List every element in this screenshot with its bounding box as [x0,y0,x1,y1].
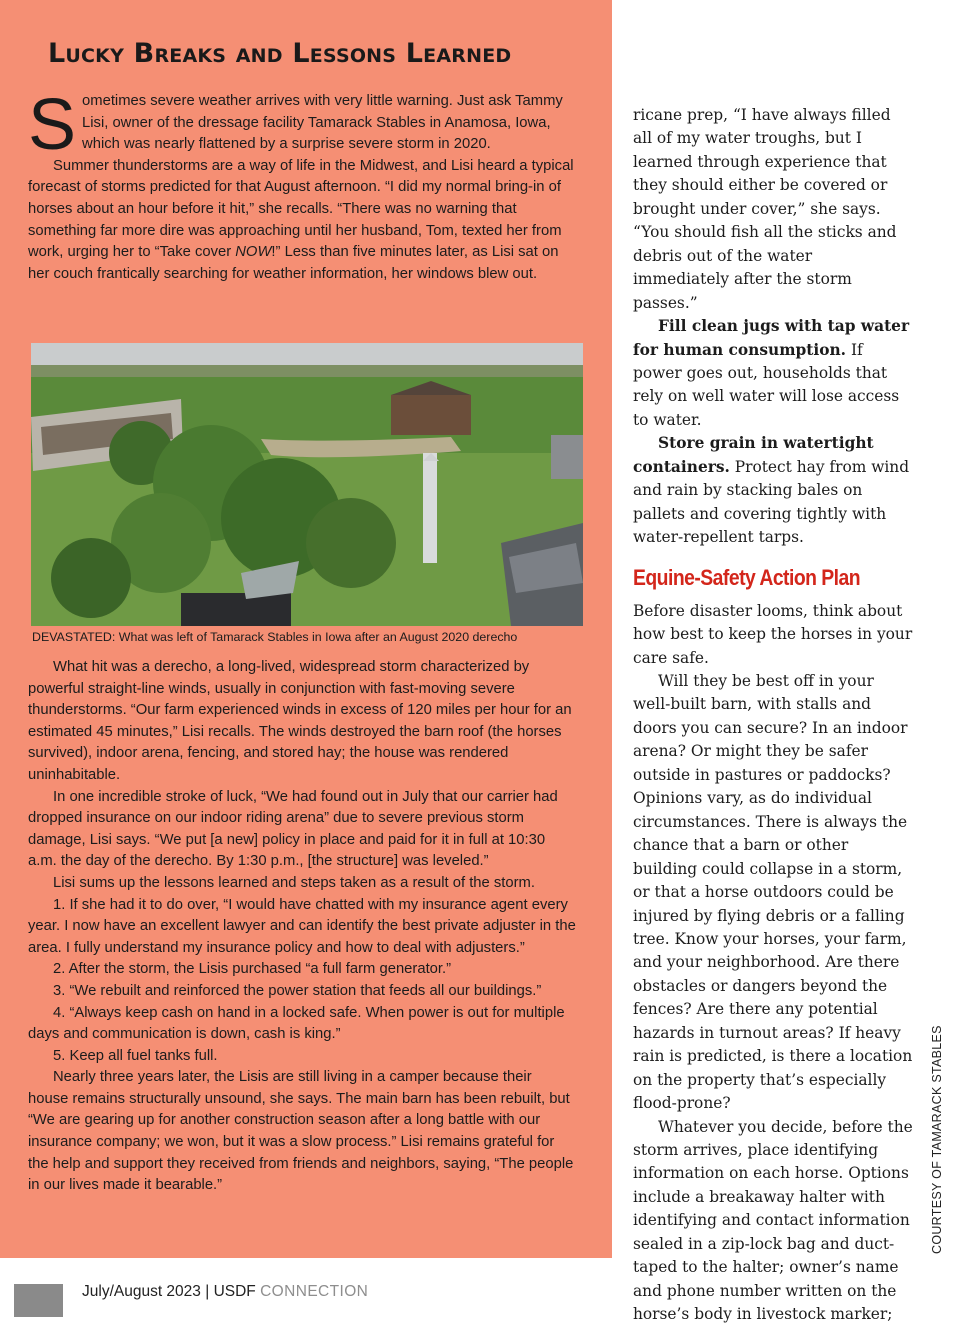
tip-paragraph: Fill clean jugs with tap water for human consumption. If power goes out, households that rely on well water will lose access to water. [633,317,910,429]
paragraph: Before disaster looms, think about how best to keep the horses in your care safe. [633,601,913,667]
footer: July/August 2023 | USDF CONNECTION [82,1283,369,1300]
list-item: 3. “We rebuilt and reinforced the power station that feeds all our buildings.” [53,982,542,999]
paragraph: Nearly three years later, the Lisis are still living in a camper because their house remains structurally unsound, she says. The main barn has been rebuilt, but “We are gearing up for another construction season after a long battle with our insurance company; we won, but it was a slow process.” Lisi remains grateful for the help and support they received from friends and neighbors, saying, “The people in our lives made it bearable.” [28,1069,574,1194]
sidebar-title: Lucky Breaks and Lessons Learned [48,38,512,69]
sidebar-body-text [28,657,576,1197]
list-item: 2. After the storm, the Lisis purchased “a full farm generator.” [53,961,452,978]
publication-name: USDF [213,1283,256,1300]
page-number-tab [14,1284,63,1317]
paragraph: What hit was a derecho, a long-lived, widespread storm characterized by powerful straight-line winds, usually in conjunction with fast-moving severe thunderstorms. “Our farm experienced winds in excess of 120 miles per hour for an estimated 45 minutes,” Lisi recalls. The winds destroyed the barn roof (the horses survived), indoor arena, fencing, and stored hay; the house was rendered uninhabitable. [28,659,572,783]
intro-paragraph: Sometimes severe weather arrives with very little warning. Just ask Tammy Lisi, owner of the dressage facility Tamarack Stables in Anamosa, Iowa, which was nearly flattened by a surprise severe storm in 2020. [28,85,563,165]
main-column [633,104,913,1327]
paragraph: Will they be best off in your well-built barn, with stalls and doors you can secure? In an indoor arena? Or might they be safer outside in pastures or paddocks? Opinions vary, as do individual circumstances. There is always the chance that a barn or other building could collapse in a storm, or that a horse outdoors could be injured by flying debris or a falling tree. Know your horses, your farm, and your neighborhood. Are there obstacles or dangers beyond the fences? Are there any potential hazards in turnout areas? If heavy rain is predicted, is there a location on the property that’s especially flood-prone? [633,671,913,1113]
list-item: 1. If she had it to do over, “I would have chatted with my insurance agent every year. I now have an excellent lawyer and can identify the best private adjuster in the area. I fully understand my insurance policy and how to deal with adjusters.” [28,896,576,956]
list-item: 4. “Always keep cash on hand in a locked safe. When power is out for multiple days and communication is down, cash is king.” [28,1004,565,1043]
paragraph: Summer thunderstorms are a way of life in the Midwest, and Lisi heard a typical forecast of storms predicted for that August afternoon. “I did my normal bring-in of horses about an hour before it hit,” she recalls. “There was no warning that something far more dire was approaching until her husband, Tom, texted her from work, urging her to “Take cover NOW!” Less than five minutes later, as Lisi sat on her couch frantically searching for weather information, her windows blew out. [28,157,574,282]
paragraph: Whatever you decide, before the storm arrives, place identifying information on each horse. Options include a breakaway halter with identifying and contact information sealed in a zip-lock bag and duct-taped to the halter; owner’s name and phone number written on the horse’s body in livestock marker; [633,1117,913,1324]
storm-damage-photo [31,343,583,626]
publication-section: CONNECTION [260,1283,369,1300]
section-heading: Equine-Safety Action Plan [633,564,861,590]
issue-date: July/August 2023 [82,1283,201,1300]
photo-caption: DEVASTATED: What was left of Tamarack Stables in Iowa after an August 2020 derecho [32,630,518,644]
drop-cap: S [28,85,77,165]
paragraph: Lisi sums up the lessons learned and steps taken as a result of the storm. [53,874,535,891]
sidebar-intro-text [28,85,576,285]
tip-paragraph: Store grain in watertight containers. Protect hay from wind and rain by stacking bales on pallets and covering tightly with water-repellent tarps. [633,434,910,547]
paragraph: ricane prep, “I have always filled all of my water troughs, but I learned through experience that they should either be covered or brought under cover,” she says. “You should fish all the sticks and debris out of the water immediately after the storm passes.” [633,106,897,312]
list-item: 5. Keep all fuel tanks full. [53,1047,218,1064]
paragraph: In one incredible stroke of luck, “We had found out in July that our carrier had dropped insurance on our indoor riding arena” due to severe previous storm damage, Lisi says. “We put [a new] policy in place and paid for it in full at 10:30 a.m. the day of the derecho. By 1:30 p.m., [the structure] was leveled.” [28,788,558,870]
photo-credit: COURTESY OF TAMARACK STABLES [930,1025,944,1254]
